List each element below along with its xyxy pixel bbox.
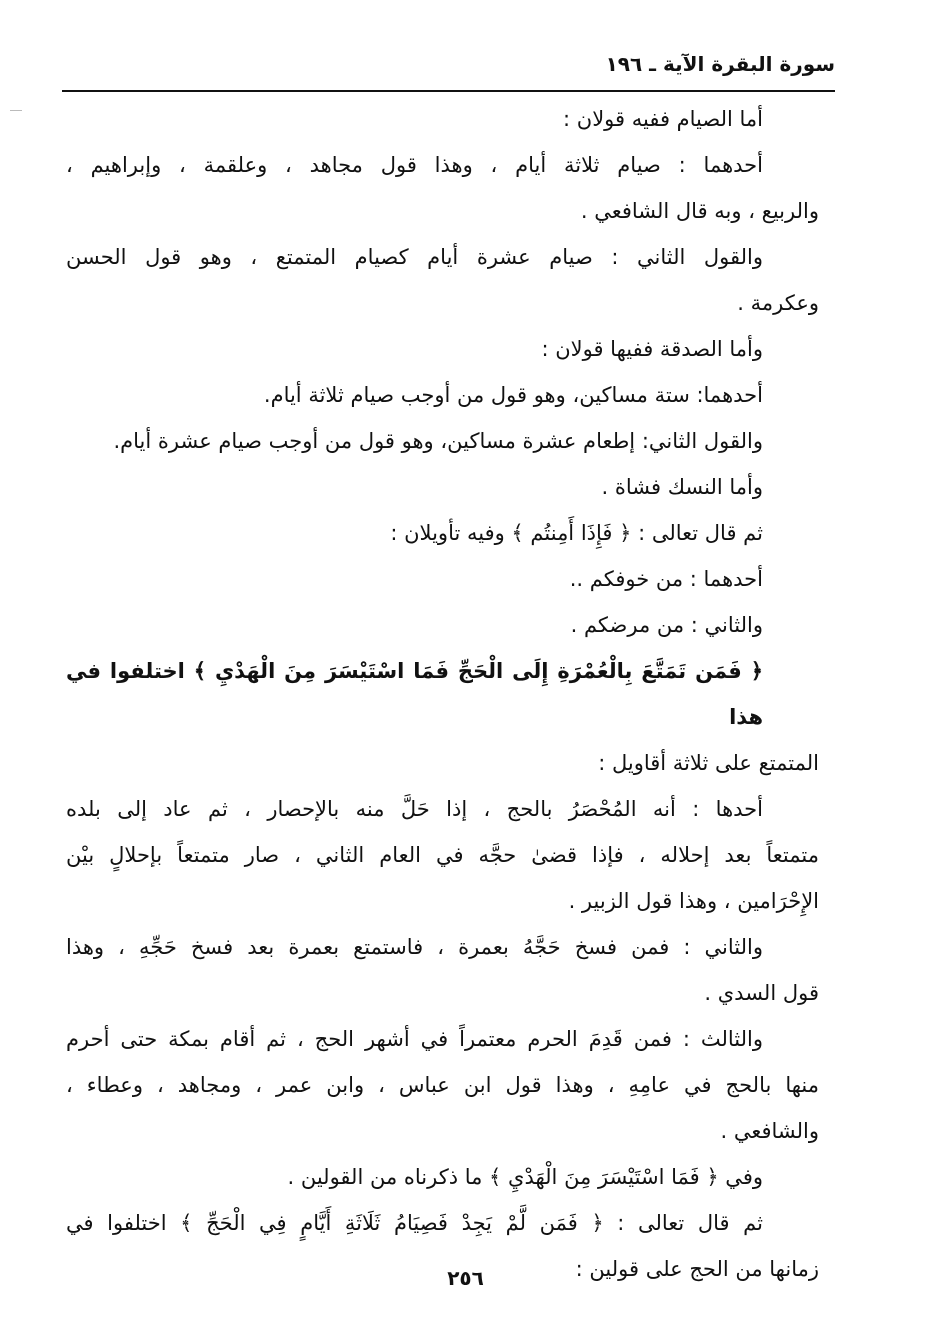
text-line: قول السدي . bbox=[704, 981, 819, 1005]
text-line: والثاني : من مرضكم . bbox=[570, 613, 763, 637]
text-line: متمتعاً بعد إحلاله ، فإذا قضىٰ حجَّه في العام الثاني ، صار متمتعاً بإحلالٍ بيْن bbox=[66, 843, 819, 867]
text-line: والقول الثاني: إطعام عشرة مساكين، وهو قول من أوجب صيام عشرة أيام. bbox=[113, 429, 763, 453]
text-line: أحدها : أنه المُحْصَرُ بالحج ، إذا حَلَّ منه بالإحصار ، ثم عاد إلى بلده bbox=[66, 797, 763, 821]
text-line: وفي ﴿ فَمَا اسْتَيْسَرَ مِنَ الْهَدْيِ ﴾ ما ذكرناه من القولين . bbox=[287, 1165, 763, 1189]
page-number: ٢٥٦ bbox=[447, 1266, 484, 1290]
body-text bbox=[66, 96, 819, 1292]
text-line: وأما النسك فشاة . bbox=[601, 475, 763, 499]
text-line: والثالث : فمن قَدِمَ الحرم معتمراً في أشهر الحج ، ثم أقام بمكة حتى أحرم bbox=[66, 1027, 763, 1051]
text-line: والثاني : فمن فسخ حَجَّهُ بعمرة ، فاستمتع بعمرة بعد فسخ حَجِّهِ ، وهذا bbox=[66, 935, 763, 959]
text-line: المتمتع على ثلاثة أقاويل : bbox=[598, 751, 819, 775]
text-line: منها بالحج في عامِهِ ، وهذا قول ابن عباس ، وابن عمر ، ومجاهد ، وعطاء ، bbox=[66, 1073, 819, 1097]
text-line: والربيع ، وبه قال الشافعي . bbox=[580, 199, 819, 223]
running-header bbox=[62, 48, 835, 92]
text-line: أحدهما: ستة مساكين، وهو قول من أوجب صيام ثلاثة أيام. bbox=[263, 383, 763, 407]
text-line: الإِحْرَامين ، وهذا قول الزبير . bbox=[568, 889, 819, 913]
quran-verse-line: ﴿ فَمَن تَمَتَّعَ بِالْعُمْرَةِ إِلَى الْحَجِّ فَمَا اسْتَيْسَرَ مِنَ الْهَدْيِ ﴾ اختلفوا في هذا bbox=[66, 659, 763, 729]
text-line: أما الصيام ففيه قولان : bbox=[563, 107, 763, 131]
text-line: وعكرمة . bbox=[737, 291, 819, 315]
header-title: سورة البقرة الآية ـ ١٩٦ bbox=[605, 52, 835, 76]
text-line: وأما الصدقة ففيها قولان : bbox=[541, 337, 763, 361]
text-line: أحدهما : من خوفكم .. bbox=[569, 567, 763, 591]
text-line: زمانها من الحج على قولين : bbox=[575, 1257, 819, 1281]
text-line: أحدهما : صيام ثلاثة أيام ، وهذا قول مجاهد ، وعلقمة ، وإبراهيم ، bbox=[66, 153, 763, 177]
text-line: والشافعي . bbox=[720, 1119, 819, 1143]
text-line: والقول الثاني : صيام عشرة أيام كصيام المتمتع ، وهو قول الحسن bbox=[66, 245, 763, 269]
text-line: ثم قال تعالى : ﴿ فَإِذَا أَمِنتُم ﴾ وفيه تأويلان : bbox=[390, 521, 763, 545]
scan-artifact bbox=[10, 110, 22, 115]
text-line: ثم قال تعالى : ﴿ فَمَن لَّمْ يَجِدْ فَصِيَامُ ثَلَاثَةِ أَيَّامٍ فِي الْحَجِّ ﴾ اختلفوا في bbox=[66, 1211, 763, 1235]
